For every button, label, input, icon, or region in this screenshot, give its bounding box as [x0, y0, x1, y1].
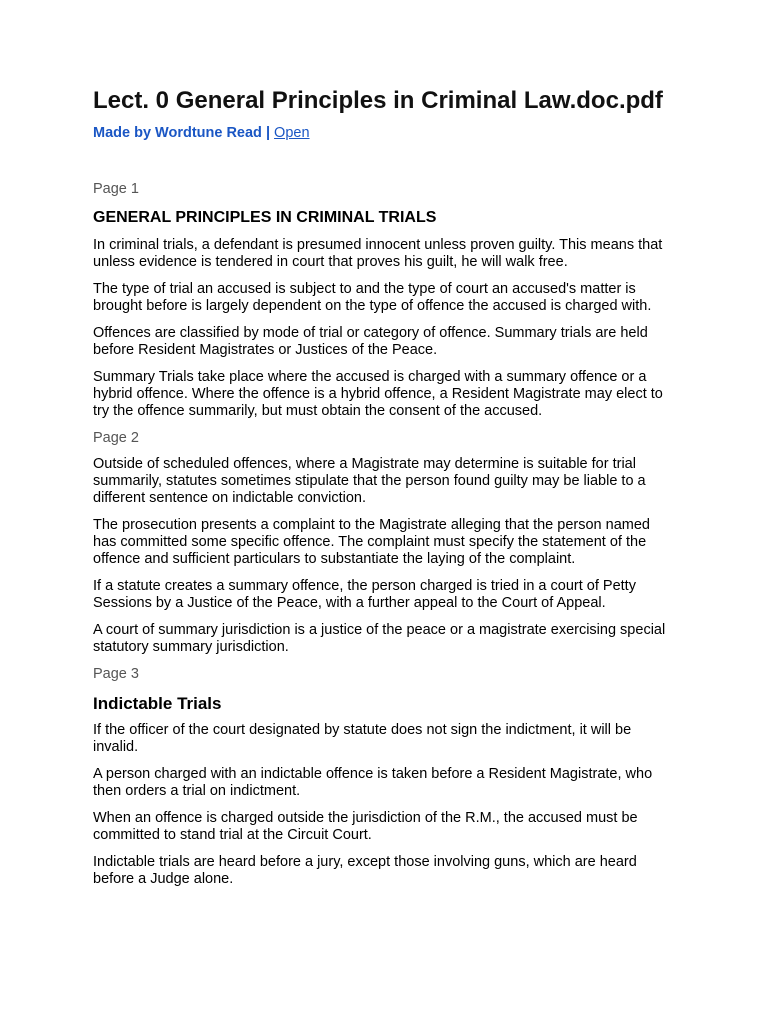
- paragraph: Offences are classified by mode of trial or category of offence. Summary trials are held before Resident Magistrates or Justices of the Peace.: [93, 325, 648, 358]
- paragraph: A person charged with an indictable offence is taken before a Resident Magistrate, who then orders a trial on indictment.: [93, 766, 653, 799]
- paragraph: Summary Trials take place where the accused is charged with a summary offence or a hybrid offence. Where the offence is a hybrid offence, a Resident Magistrate may elect to try the offence summarily, but must obtain the consent of the accused.: [93, 369, 663, 419]
- byline-separator: |: [265, 125, 271, 141]
- byline: [93, 124, 675, 142]
- page-label-2: Page 2: [93, 430, 139, 446]
- page-label-1: Page 1: [93, 181, 139, 197]
- document-title: Lect. 0 General Principles in Criminal Law.doc.pdf: [93, 87, 663, 114]
- section-heading-1: GENERAL PRINCIPLES IN CRIMINAL TRIALS: [93, 209, 437, 226]
- section-heading-3: Indictable Trials: [93, 694, 222, 713]
- made-by-label: Made by Wordtune Read: [93, 125, 262, 141]
- paragraph: Indictable trials are heard before a jury, except those involving guns, which are heard before a Judge alone.: [93, 854, 637, 887]
- paragraph: If the officer of the court designated by statute does not sign the indictment, it will be invalid.: [93, 722, 632, 755]
- paragraph: Outside of scheduled offences, where a Magistrate may determine is suitable for trial summarily, statutes sometimes stipulate that the person found guilty may be liable to a different sentence on indictable conviction.: [93, 456, 646, 506]
- paragraph: The prosecution presents a complaint to the Magistrate alleging that the person named has committed some specific offence. The complaint must specify the statement of the offence and sufficient particulars to substantiate the laying of the complaint.: [93, 517, 650, 567]
- paragraph: When an offence is charged outside the jurisdiction of the R.M., the accused must be committed to stand trial at the Circuit Court.: [93, 810, 638, 843]
- paragraph: A court of summary jurisdiction is a justice of the peace or a magistrate exercising special statutory summary jurisdiction.: [93, 622, 666, 655]
- open-link[interactable]: Open: [274, 125, 310, 141]
- paragraph: In criminal trials, a defendant is presumed innocent unless proven guilty. This means that unless evidence is tendered in court that proves his guilt, he will walk free.: [93, 237, 663, 270]
- page-label-3: Page 3: [93, 666, 139, 682]
- paragraph: The type of trial an accused is subject to and the type of court an accused's matter is brought before is largely dependent on the type of offence the accused is charged with.: [93, 281, 652, 314]
- paragraph: If a statute creates a summary offence, the person charged is tried in a court of Petty Sessions by a Justice of the Peace, with a further appeal to the Court of Appeal.: [93, 578, 636, 611]
